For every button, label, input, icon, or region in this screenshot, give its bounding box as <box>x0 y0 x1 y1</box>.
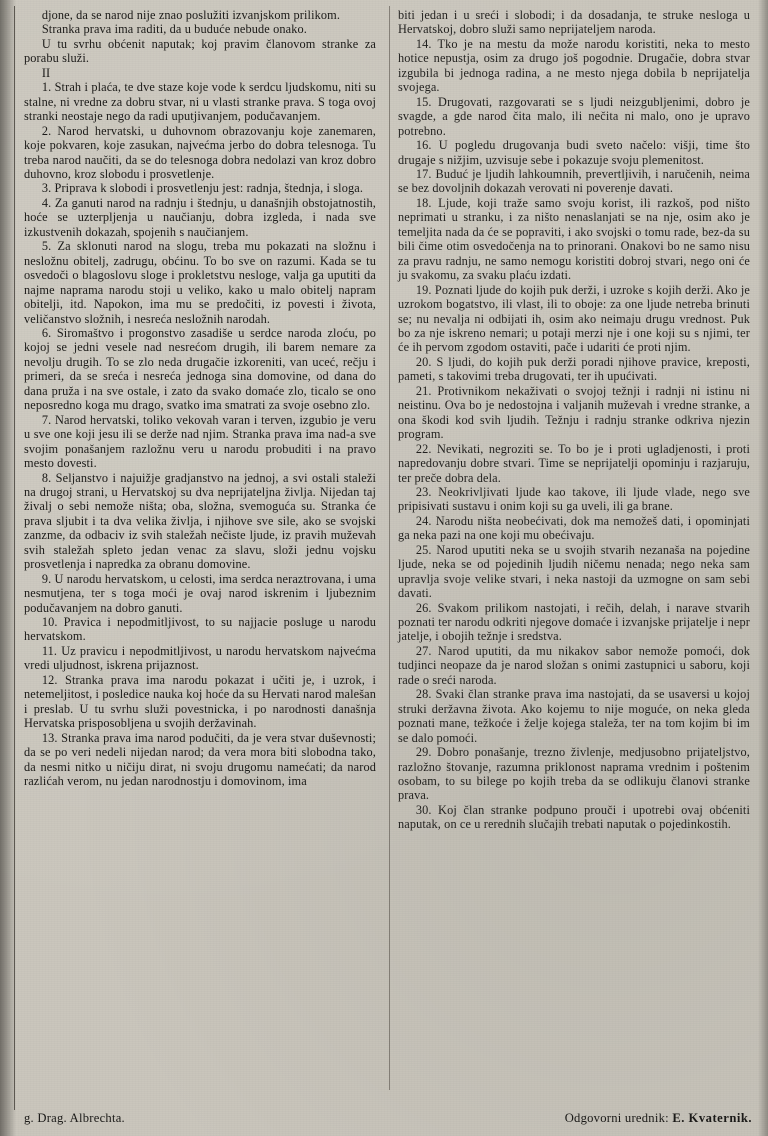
paragraph: 17. Buduć je ljudih lahkoumnih, prevertljivih, i naručenih, neima se bez dovoljnih dokazah verovati ni poverenje davati. <box>398 166 750 196</box>
paragraph: 13. Stranka prava ima narod podučiti, da je vera stvar duševnosti; da se po veri nedeli nijedan narod; da vera mora biti slobodna tako, da nesmi nitko u ničiju dirat, ni svoju drugomu namećati; da narod razlićah verom, nu jedan narodnostju i domovinom, ima <box>24 730 376 789</box>
section-heading: II <box>41 65 51 80</box>
paragraph: 15. Drugovati, razgovarati se s ljudi neizgubljenimi, dobro je svagde, a gde narod čita malo, ili nečita ni malo, ono je upravo potrebno. <box>398 94 750 138</box>
left-margin-rule <box>14 6 15 1110</box>
paragraph: 23. Neokrivljivati ljude kao takove, ili ljude vlade, nego sve pripisivati sustavu i onim koji su ga uveli, ili ga brane. <box>398 484 750 514</box>
paragraph: biti jedan i u sreći i slobodi; i da dosadanja, te struke neslogа u Hervatskoj, dobro služi samo neprijateljem naroda. <box>398 8 750 37</box>
paragraph: 24. Narodu ništa neobećivati, dok ma nemožeš dati, i opominjati ga neka pazi na one koji mu obećivaju. <box>398 513 750 543</box>
left-column <box>24 8 376 1128</box>
paragraph: 21. Protivnikom nekaživati o svojoj težnji i radnji ni istinu ni neistinu. Ova bo je nedostojna i valjanih muževah i vredne stranke, a ona škodi kod svih ljudih. Težnju i radnju stranke odkriva njezin program. <box>398 383 750 442</box>
paragraph: 4. Za ganuti narod na radnju i štednju, u današnjih obstojatnostih, hoće se uzterpljenja u naučianju, dobra izgleda, i nada sve izkustvenih dokazah, spojenih s naučianjem. <box>24 195 376 239</box>
footer-left-text: g. Drag. Albrechta. <box>24 1111 125 1125</box>
paragraph: 30. Koj član stranke podpuno prouči i upotrebi ovaj obćeniti naputak, on ce u rerednih slučajih trebati naputak o pojedinkostih. <box>398 802 750 832</box>
paragraph: 2. Narod hervatski, u duhovnom obrazovanju koje zanemaren, koje pokvaren, koje zasukan, najvećma jerbo do dobra telesnoga. Tu treba narod naučiti, da se do telesnoga dobra nedolazi van kroz dobro duhovno, kroz slobodu i prosvetlenje. <box>24 123 376 181</box>
paragraph: U tu svrhu obćenit naputak; koj pravim članovom stranke za porabu služi. <box>24 36 376 66</box>
paragraph: 6. Siromaštvo i progonstvo zasadiše u serdce naroda zloću, po kojoj se jedni vesele nad nesrećom drugih, ili barem nemare za nevolju drugih. To se zlo neda drugačie izkoreniti, van uceć, rečju i primeri, da se sreća i nesreća jednoga sina domovine, od dana do dana pruža i na sve ostale, i zato da svako domaće zlo, ticalo se ono neposredno koga mu drago, svatko ima smatrati za svoje osebno zlo. <box>24 325 376 413</box>
paragraph: Stranka prava ima raditi, da u buduće nebude onako. <box>41 22 307 37</box>
paragraph: 28. Svaki član stranke prava ima nastojati, da se usaversi u kojoj struki deržavna života. Ako kojemu to nije moguće, on neka gleda poznati mane, težkoće i želje kojega staleža, ter na tom kojim bi im se dalo pomoći. <box>398 687 750 745</box>
editor-name: E. Kvaternik. <box>672 1111 752 1125</box>
page-content <box>24 8 754 1128</box>
paragraph: 3. Priprava k slobodi i prosvetlenju jest: radnja, štednja, i sloga. <box>41 181 364 196</box>
paragraph: 10. Pravica i nepodmitljivost, to su najjacie posluge u narodu hervatskom. <box>24 615 376 644</box>
paragraph: 18. Ljude, koji traže samo svoju korist, ili razkoš, pod ništo neprimati u stranku, i za ništo nenaslanjati se na nje, osim ako je temeljita nada da će se popraviti, i ako svojski o tomu rade, bez-da su bili čime otim osvedočenja na to prinorani. Onakovi bo ne samo nisu za pravu radnju, ne samo nemogu koristiti dobroj stvari, nego oni će ju svakomu, za svaku plaću izdati. <box>398 195 750 283</box>
paragraph: 9. U narodu hervatskom, u celosti, ima serdca neraztrovana, i uma nesmutjena, ter s toga moći je ovaj narod iskrenim i ljubeznim podučavanjem na dobro ganuti. <box>24 571 376 615</box>
right-column <box>398 8 750 1128</box>
paragraph: 7. Narod hervatski, toliko vekovah varan i terven, izgubio je veru u sve one koji jesu ili se derže nad njim. Stranka prava ima nad-a sve svojim ponašanjem razložnu veru u narodu probuditi i na pravo mesto dovesti. <box>24 412 376 471</box>
paragraph: 22. Nevikati, negroziti se. To bo je i proti ugladjenosti, i proti napredovanju dobre stvari. Time se neprijatelji opominju i razjaruju, ter preče dobra dela. <box>398 441 750 485</box>
paragraph: 1. Strah i plaća, te dve staze koje vode k serdcu ljudskomu, niti su stalne, ni vredne za dobru stvar, ni u vlasti stranke prava. S toga ovoj stranki neostaje nego da radi uputjivanjem, podučavanjem. <box>24 80 376 124</box>
paragraph: 8. Seljanstvo i najuižje gradjanstvo na jednoj, a svi ostali staleži na drugoj strani, u Hervatskoj su dva neprijateljna življa. Nijedan taj živalj o sebi nemože ništa; oba, složna, svemoguća su. Stranka će prava sljubit i ta dva velika življa, i njihove sve sile, ako se svojski zanzme, da odbaciv iz svih staležah nečiste ljude, iz pravih muževah svih staležah spleto jedan venac za slavu, složi jednu vojsku prosvetlenja i napredka za obranu domovine. <box>24 470 376 572</box>
footer-right <box>565 1111 752 1126</box>
paragraph: 16. U pogledu drugovanja budi sveto načelo: višji, time što drugaje s nižjim, uzvisuje sebe i pokazuje svoju plemenitost. <box>398 138 750 167</box>
paragraph: 5. Za sklonuti narod na slogu, treba mu pokazati na složnu i nesložnu obitelj, zadrugu, obćinu. To bo sve on razumi. Kada se tu osvedoči o blagoslovu sloge i prokletstvu nesloge, valja ga uputiti da najme naprama narodu stoji u veliko, kako u malo obitelj napram obitelji, itd. Napokon, ima mu se predočiti, iz povesti i života, veličanstvo složnih, i nesreća nesložnih narodah. <box>24 239 376 326</box>
paragraph: 11. Uz pravicu i nepodmitljivost, u narodu hervatskom najvećma vredi uljudnost, iskrena prijaznost. <box>24 643 376 673</box>
paragraph: 29. Dobro ponašanje, trezno živlenje, medjusobno prijateljstvo, razložno štovanje, razumna priklonost naprama vrednim i poštenim osobam, to su bilege po kojih treba da se odlikuju članovi stranke prava. <box>398 745 750 803</box>
paragraph: 26. Svakom prilikom nastojati, i rečih, delah, i narave stvarih poznati ter narodu odkriti njegove domaće i izvanjske prijatelje i nepr jatelje, i obojih težnje i sredstva. <box>398 600 750 644</box>
paragraph: 14. Tko je na mestu da može narodu koristiti, neka to mesto hotice nepustja, osim za drugo još pogodnie. Drugačie, dobra stvar izgubila bi jednoga radina, a ne mesto njega dobila b neprijatelja svojega. <box>398 36 750 95</box>
paragraph: 25. Narod uputiti neka se u svojih stvarih nezanaša na pojedine ljude, neka se od pojedinih ljudih ničemu nenada; nego neka sam upravlja svoje velike stvari, i neka nastoji da uzmogne on sam sebi davati. <box>398 542 750 601</box>
text-columns <box>24 8 754 1128</box>
paragraph: 19. Poznati ljude do kojih puk derži, i uzroke s kojih derži. Ako je uzrokom bogatstvo, ili vlast, ili to oboje: za one ljude netreba brinuti se; nu nevalja ni odbijati ih, osim ako neimaju drugu vrednost. Puk bo za nje iskreno nemari; u potaji merzi nje i one koji su s njimi, ter će ih pervom zgodom ostaviti, pače i udariti će proti njim. <box>398 282 750 355</box>
page-right-shadow <box>758 0 768 1136</box>
paragraph: djone, da se narod nije znao poslužiti izvanjskom prilikom. <box>41 8 341 22</box>
paragraph: 12. Stranka prava ima narodu pokazat i učiti je, i uzrok, i netemeljitost, i posledice nauka koj hoće da su Hervati narod malešan i preslab. U tu svrhu služi povestnicka, i po narodnosti današnja Hervatska prisposobljena u svojih deržavinah. <box>24 672 376 731</box>
editor-label: Odgovorni urednik: <box>564 1111 669 1125</box>
paragraph: 27. Narod uputiti, da mu nikakov sabor nemože pomoći, dok tudjinci neopaze da je narod složan s onimi zastupnici u saboru, koji rade o sreći naroda. <box>398 643 750 687</box>
paragraph: 20. S ljudi, do kojih puk derži poradi njihove pravice, kreposti, pameti, s takovimi treba drugovati, ter ih upućivati. <box>398 354 750 384</box>
page-footer <box>24 1111 752 1126</box>
